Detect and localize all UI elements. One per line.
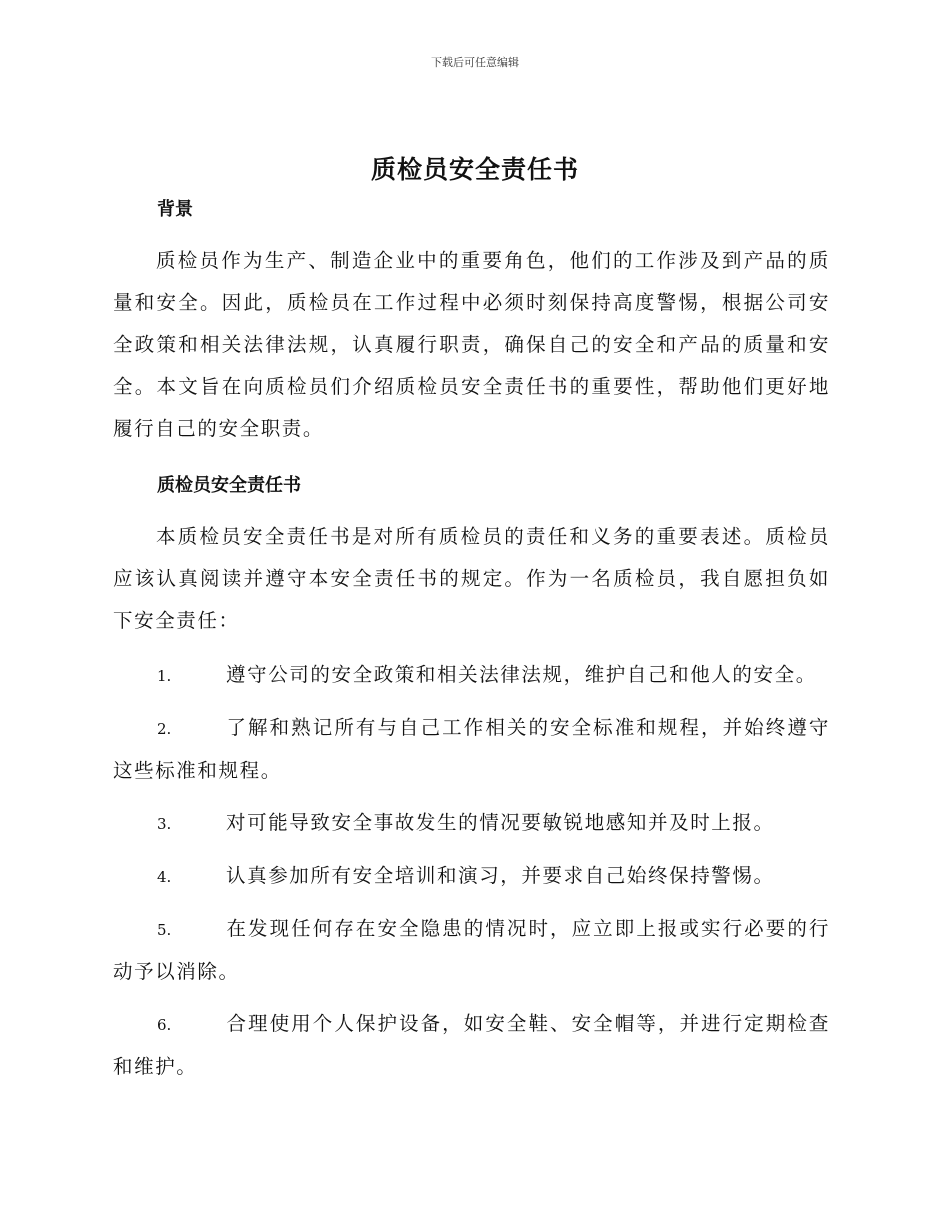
section-heading-background: 背景 bbox=[157, 199, 193, 220]
list-item-text: 合理使用个人保护设备，如安全鞋、安全帽等，并进行定期检查和维护。 bbox=[113, 1012, 830, 1078]
list-item bbox=[113, 802, 830, 845]
list-item bbox=[113, 908, 830, 993]
list-item bbox=[113, 654, 830, 697]
page-header: 下载后可任意编辑 bbox=[431, 56, 519, 69]
list-item-number: 4. bbox=[157, 868, 172, 886]
document-title: 质检员安全责任书 bbox=[370, 155, 579, 184]
list-item bbox=[113, 855, 830, 898]
list-item-number: 3. bbox=[157, 815, 172, 833]
list-item-text: 对可能导致安全事故发生的情况要敏锐地感知并及时上报。 bbox=[226, 811, 775, 834]
document-body bbox=[113, 196, 830, 1098]
list-item-number: 1. bbox=[157, 667, 172, 685]
responsibility-intro-paragraph: 本质检员安全责任书是对所有质检员的责任和义务的重要表述。质检员应该认真阅读并遵守本安全责任书的规定。作为一名质检员，我自愿担负如下安全责任： bbox=[113, 525, 830, 632]
section-heading-responsibility: 质检员安全责任书 bbox=[157, 475, 301, 496]
responsibility-list bbox=[113, 654, 830, 1088]
list-item-text: 遵守公司的安全政策和相关法律法规，维护自己和他人的安全。 bbox=[226, 663, 817, 686]
list-item-number: 2. bbox=[157, 720, 172, 738]
list-item-text: 在发现任何存在安全隐患的情况时，应立即上报或实行必要的行动予以消除。 bbox=[113, 917, 830, 983]
list-item bbox=[113, 1003, 830, 1088]
list-item-text: 了解和熟记所有与自己工作相关的安全标准和规程，并始终遵守这些标准和规程。 bbox=[113, 716, 830, 782]
list-item-number: 5. bbox=[157, 921, 172, 939]
list-item bbox=[113, 707, 830, 792]
list-item-number: 6. bbox=[157, 1016, 172, 1034]
background-paragraph: 质检员作为生产、制造企业中的重要角色，他们的工作涉及到产品的质量和安全。因此，质检员在工作过程中必须时刻保持高度警惕，根据公司安全政策和相关法律法规，认真履行职责，确保自己的安全和产品的质量和安全。本文旨在向质检员们介绍质检员安全责任书的重要性，帮助他们更好地履行自己的安全职责。 bbox=[113, 249, 830, 440]
list-item-text: 认真参加所有安全培训和演习，并要求自己始终保持警惕。 bbox=[226, 864, 775, 887]
